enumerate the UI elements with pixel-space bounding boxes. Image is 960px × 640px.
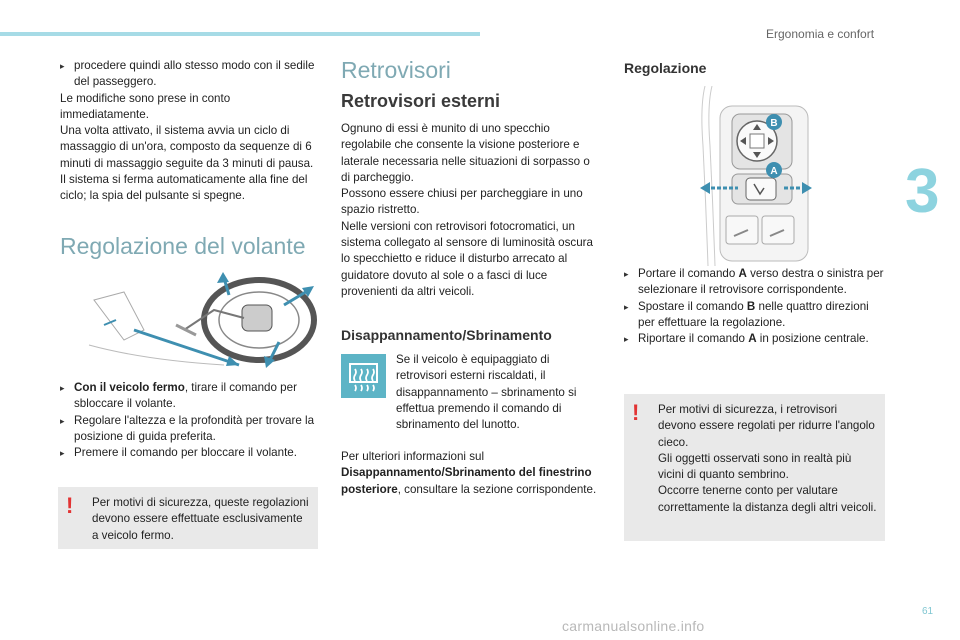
paragraph: Per ulteriori informazioni sul Disappannamento/Sbrinamento del finestrino posteriore, consultare la sezione corrispondente. [341, 450, 597, 496]
bullet-step: ▸ Spostare il comando B nelle quattro direzioni per effettuare la regolazione. [624, 299, 884, 332]
control-label-b: B [770, 118, 778, 129]
bullet-step: ▸ Premere il comando per bloccare il volante. [60, 445, 318, 461]
heading-steering: Regolazione del volante [60, 233, 306, 259]
page-number: 61 [922, 606, 934, 617]
bullet-marker-icon: ▸ [624, 301, 629, 312]
defrost-icon [341, 354, 386, 398]
steering-instructions [60, 380, 318, 461]
defrost-reference [341, 449, 601, 498]
defrost-description [396, 352, 596, 433]
heading-defrost: Disappannamento/Sbrinamento [341, 327, 552, 343]
warning-box-steering: ! Per motivi di sicurezza, queste regolazioni devono essere effettuate esclusivamente a veicolo fermo. [58, 487, 318, 549]
paragraph: Una volta attivato, il sistema avvia un ciclo di massaggio di un'ora, composto da sequenze di 6 minuti di massaggio seguite da 3 minuti di pausa. [60, 124, 314, 170]
warning-box-mirrors [624, 394, 885, 541]
header-accent-bar [0, 32, 480, 36]
bullet-marker-icon: ▸ [60, 415, 65, 426]
heading-mirrors: Retrovisori [341, 57, 451, 83]
bullet-marker-icon: ▸ [624, 334, 629, 345]
paragraph: Ognuno di essi è munito di uno specchio regolabile che consente la visione posteriore e laterale necessaria nelle situazioni di sorpasso o di parcheggio. [341, 122, 590, 184]
bullet-marker-icon: ▸ [60, 448, 65, 459]
paragraph: Nelle versioni con retrovisori fotocromatici, un sistema collegato al sensore di luminosità oscura lo specchietto e riduce il disturbo arrecato al guidatore dovuto al sole o a fasci di luce provenienti da altri veicoli. [341, 219, 593, 298]
paragraph: Le modifiche sono prese in conto immediatamente. [60, 91, 231, 121]
heading-external-mirrors: Retrovisori esterni [341, 91, 501, 111]
adjustment-instructions [624, 266, 884, 347]
paragraph: Se il veicolo è equipaggiato di retrovisori esterni riscaldati, il disappannamento – sbrinamento si effettua premendo il comando di sbrinamento del lunotto. [396, 353, 577, 432]
warning-line: Gli oggetti osservati sono in realtà più vicini di quanto sembrino. [658, 451, 852, 482]
steering-wheel-illustration [84, 270, 324, 380]
bullet-step: ▸ Portare il comando A verso destra o sinistra per selezionare il retrovisore corrispondente. [624, 266, 884, 299]
section-title: Ergonomia e confort [766, 27, 875, 41]
bullet-marker-icon: ▸ [624, 269, 629, 279]
watermark: carmanualsonline.info [562, 618, 705, 634]
heading-adjustment: Regolazione [624, 60, 707, 76]
warning-icon: ! [66, 493, 74, 518]
bullet-marker-icon: ▸ [60, 383, 65, 393]
bullet-step: ▸ Riportare il comando A in posizione centrale. [624, 331, 884, 347]
paragraph: Il sistema si ferma automaticamente alla fine del ciclo; la spia del pulsante si spegne. [60, 173, 308, 203]
paragraph: Possono essere chiusi per parcheggiare in uno spazio ristretto. [341, 187, 583, 217]
bullet-step: ▸ Regolare l'altezza e la profondità per trovare la posizione di guida preferita. [60, 413, 318, 446]
chapter-number: 3 [905, 157, 940, 226]
bullet-marker-icon: ▸ [60, 61, 65, 71]
warning-icon: ! [632, 400, 640, 425]
warning-line: Occorre tenerne conto per valutare correttamente la distanza degli altri veicoli. [658, 484, 877, 514]
control-label-a: A [770, 166, 778, 177]
bullet-passenger: ▸ procedere quindi allo stesso modo con il sedile del passeggero. [60, 58, 318, 91]
warning-line: Per motivi di sicurezza, i retrovisori devono essere regolati per ridurre l'angolo cieco. [658, 403, 875, 449]
mirrors-description [341, 121, 601, 300]
column-left [60, 58, 318, 205]
mirror-control-illustration [700, 86, 815, 266]
bullet-step: ▸ Con il veicolo fermo, tirare il comando per sbloccare il volante. [60, 380, 318, 413]
